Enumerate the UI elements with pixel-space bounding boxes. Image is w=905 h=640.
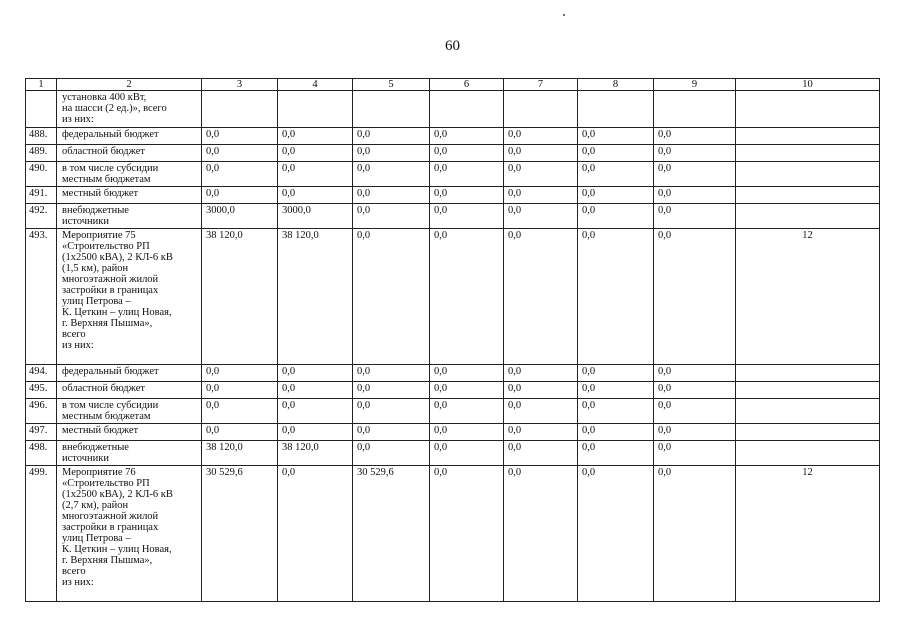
row-number: 494. <box>26 365 57 382</box>
row-description: установка 400 кВт, на шасси (2 ед.)», всего из них: <box>57 91 202 128</box>
cell-col-6: 0,0 <box>430 424 504 441</box>
table-row <box>26 441 880 466</box>
cell-col-5: 0,0 <box>353 128 430 145</box>
cell-col-6: 0,0 <box>430 128 504 145</box>
table-row <box>26 204 880 229</box>
column-number-2: 2 <box>57 79 202 91</box>
cell-col-4: 38 120,0 <box>278 229 353 365</box>
cell-col-10 <box>736 128 880 145</box>
cell-col-6: 0,0 <box>430 162 504 187</box>
cell-col-8: 0,0 <box>578 382 654 399</box>
cell-col-9 <box>654 91 736 128</box>
cell-col-6: 0,0 <box>430 187 504 204</box>
table-row <box>26 128 880 145</box>
row-number: 495. <box>26 382 57 399</box>
column-number-9: 9 <box>654 79 736 91</box>
cell-col-10 <box>736 162 880 187</box>
cell-col-3: 0,0 <box>202 424 278 441</box>
cell-col-3 <box>202 91 278 128</box>
row-number: 491. <box>26 187 57 204</box>
cell-col-10 <box>736 91 880 128</box>
row-number: 493. <box>26 229 57 365</box>
cell-col-8: 0,0 <box>578 424 654 441</box>
cell-col-5: 30 529,6 <box>353 466 430 602</box>
cell-col-9: 0,0 <box>654 204 736 229</box>
cell-col-5: 0,0 <box>353 145 430 162</box>
row-number: 492. <box>26 204 57 229</box>
cell-col-9: 0,0 <box>654 441 736 466</box>
row-description: внебюджетные источники <box>57 441 202 466</box>
cell-col-9: 0,0 <box>654 162 736 187</box>
cell-col-7: 0,0 <box>504 365 578 382</box>
column-number-5: 5 <box>353 79 430 91</box>
cell-col-7: 0,0 <box>504 441 578 466</box>
cell-col-8: 0,0 <box>578 365 654 382</box>
cell-col-8 <box>578 91 654 128</box>
cell-col-7: 0,0 <box>504 229 578 365</box>
row-number <box>26 91 57 128</box>
cell-col-9: 0,0 <box>654 466 736 602</box>
table-row <box>26 145 880 162</box>
row-number: 490. <box>26 162 57 187</box>
cell-col-9: 0,0 <box>654 365 736 382</box>
row-number: 489. <box>26 145 57 162</box>
cell-col-5 <box>353 91 430 128</box>
row-description: Мероприятие 76 «Строительство РП (1х2500 кВА), 2 КЛ-6 кВ (2,7 км), район многоэтажной жилой застройки в границах улиц Петрова – К. Цеткин – улиц Новая, г. Верхняя Пышма», всего из них: <box>57 466 202 602</box>
cell-col-10 <box>736 187 880 204</box>
table-row <box>26 399 880 424</box>
cell-col-10 <box>736 365 880 382</box>
cell-col-4: 3000,0 <box>278 204 353 229</box>
cell-col-3: 0,0 <box>202 187 278 204</box>
row-number: 488. <box>26 128 57 145</box>
row-description: областной бюджет <box>57 145 202 162</box>
table-row <box>26 187 880 204</box>
cell-col-8: 0,0 <box>578 204 654 229</box>
row-description: местный бюджет <box>57 187 202 204</box>
budget-table <box>25 78 880 602</box>
cell-col-5: 0,0 <box>353 382 430 399</box>
cell-col-8: 0,0 <box>578 128 654 145</box>
cell-col-3: 0,0 <box>202 365 278 382</box>
table-header-row <box>26 79 880 91</box>
cell-col-5: 0,0 <box>353 399 430 424</box>
cell-col-10 <box>736 204 880 229</box>
cell-col-3: 0,0 <box>202 128 278 145</box>
cell-col-8: 0,0 <box>578 229 654 365</box>
table-row <box>26 91 880 128</box>
table-row <box>26 365 880 382</box>
column-number-7: 7 <box>504 79 578 91</box>
cell-col-6: 0,0 <box>430 382 504 399</box>
cell-col-7: 0,0 <box>504 128 578 145</box>
cell-col-4: 0,0 <box>278 162 353 187</box>
cell-col-5: 0,0 <box>353 229 430 365</box>
table-row <box>26 162 880 187</box>
cell-col-6 <box>430 91 504 128</box>
cell-col-7: 0,0 <box>504 424 578 441</box>
cell-col-5: 0,0 <box>353 162 430 187</box>
row-description: федеральный бюджет <box>57 365 202 382</box>
cell-col-3: 0,0 <box>202 145 278 162</box>
cell-col-7 <box>504 91 578 128</box>
cell-col-10 <box>736 399 880 424</box>
table-row <box>26 229 880 365</box>
table-row <box>26 424 880 441</box>
cell-col-7: 0,0 <box>504 382 578 399</box>
cell-col-5: 0,0 <box>353 424 430 441</box>
cell-col-4: 0,0 <box>278 424 353 441</box>
cell-col-4: 0,0 <box>278 187 353 204</box>
table-row <box>26 466 880 602</box>
row-description: в том числе субсидии местным бюджетам <box>57 162 202 187</box>
cell-col-6: 0,0 <box>430 399 504 424</box>
cell-col-9: 0,0 <box>654 187 736 204</box>
scan-speck <box>563 14 565 16</box>
cell-col-4: 0,0 <box>278 466 353 602</box>
cell-col-4 <box>278 91 353 128</box>
cell-col-10 <box>736 441 880 466</box>
cell-col-6: 0,0 <box>430 466 504 602</box>
cell-col-8: 0,0 <box>578 399 654 424</box>
column-number-10: 10 <box>736 79 880 91</box>
row-number: 499. <box>26 466 57 602</box>
cell-col-10 <box>736 424 880 441</box>
page-number: 60 <box>445 38 460 54</box>
cell-col-10 <box>736 382 880 399</box>
cell-col-6: 0,0 <box>430 441 504 466</box>
column-number-6: 6 <box>430 79 504 91</box>
column-number-1: 1 <box>26 79 57 91</box>
cell-col-10 <box>736 145 880 162</box>
cell-col-3: 38 120,0 <box>202 229 278 365</box>
row-number: 496. <box>26 399 57 424</box>
cell-col-6: 0,0 <box>430 229 504 365</box>
cell-col-6: 0,0 <box>430 204 504 229</box>
cell-col-4: 0,0 <box>278 382 353 399</box>
cell-col-7: 0,0 <box>504 145 578 162</box>
cell-col-8: 0,0 <box>578 466 654 602</box>
cell-col-4: 0,0 <box>278 399 353 424</box>
cell-col-7: 0,0 <box>504 466 578 602</box>
cell-col-4: 38 120,0 <box>278 441 353 466</box>
cell-col-9: 0,0 <box>654 382 736 399</box>
cell-col-9: 0,0 <box>654 424 736 441</box>
column-number-8: 8 <box>578 79 654 91</box>
cell-col-7: 0,0 <box>504 399 578 424</box>
cell-col-3: 0,0 <box>202 382 278 399</box>
cell-col-9: 0,0 <box>654 399 736 424</box>
cell-col-3: 30 529,6 <box>202 466 278 602</box>
row-description: Мероприятие 75 «Строительство РП (1х2500 кВА), 2 КЛ-6 кВ (1,5 км), район многоэтажной жилой застройки в границах улиц Петрова – К. Цеткин – улиц Новая, г. Верхняя Пышма», всего из них: <box>57 229 202 365</box>
row-number: 498. <box>26 441 57 466</box>
cell-col-3: 3000,0 <box>202 204 278 229</box>
cell-col-3: 38 120,0 <box>202 441 278 466</box>
cell-col-7: 0,0 <box>504 162 578 187</box>
cell-col-8: 0,0 <box>578 441 654 466</box>
row-description: в том числе субсидии местным бюджетам <box>57 399 202 424</box>
cell-col-8: 0,0 <box>578 187 654 204</box>
row-number: 497. <box>26 424 57 441</box>
cell-col-5: 0,0 <box>353 204 430 229</box>
cell-col-9: 0,0 <box>654 128 736 145</box>
column-number-4: 4 <box>278 79 353 91</box>
cell-col-4: 0,0 <box>278 128 353 145</box>
cell-col-6: 0,0 <box>430 365 504 382</box>
cell-col-7: 0,0 <box>504 204 578 229</box>
table-row <box>26 382 880 399</box>
cell-col-3: 0,0 <box>202 399 278 424</box>
cell-col-3: 0,0 <box>202 162 278 187</box>
row-description: внебюджетные источники <box>57 204 202 229</box>
row-description: федеральный бюджет <box>57 128 202 145</box>
cell-col-4: 0,0 <box>278 145 353 162</box>
cell-col-10: 12 <box>736 229 880 365</box>
row-description: местный бюджет <box>57 424 202 441</box>
cell-col-10: 12 <box>736 466 880 602</box>
cell-col-4: 0,0 <box>278 365 353 382</box>
cell-col-5: 0,0 <box>353 365 430 382</box>
cell-col-5: 0,0 <box>353 441 430 466</box>
row-description: областной бюджет <box>57 382 202 399</box>
cell-col-8: 0,0 <box>578 162 654 187</box>
cell-col-6: 0,0 <box>430 145 504 162</box>
cell-col-5: 0,0 <box>353 187 430 204</box>
cell-col-9: 0,0 <box>654 229 736 365</box>
cell-col-9: 0,0 <box>654 145 736 162</box>
column-number-3: 3 <box>202 79 278 91</box>
cell-col-8: 0,0 <box>578 145 654 162</box>
cell-col-7: 0,0 <box>504 187 578 204</box>
